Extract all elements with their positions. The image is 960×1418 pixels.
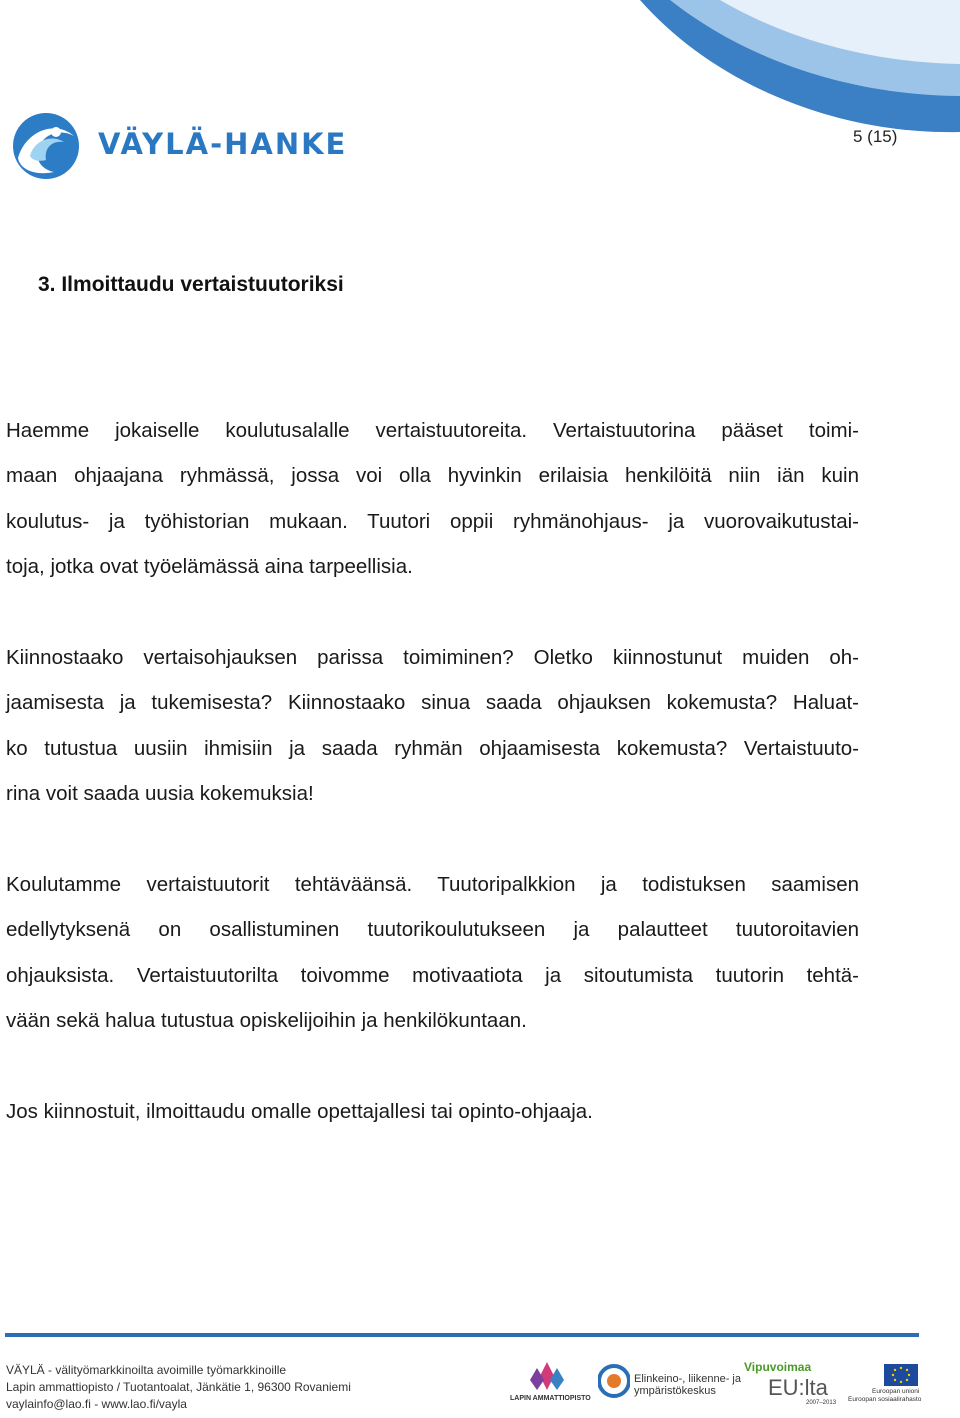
- paragraph-2: [6, 635, 859, 817]
- text-line: jaamisesta ja tukemisesta? Kiinnostaako sinua saada ohjauksen kokemusta? Haluat-: [6, 691, 859, 715]
- paragraph-3: [6, 862, 859, 1044]
- ely-label-1: Elinkeino-, liikenne- ja: [634, 1373, 741, 1385]
- eu-flag-icon: [884, 1364, 918, 1386]
- eu-label-1: Euroopan unioni: [872, 1388, 920, 1395]
- eu-label-2: Euroopan sosiaalirahasto: [848, 1396, 922, 1403]
- text-line: Koulutamme vertaistuutorit tehtäväänsä. Tuutoripalkkion ja todistuksen saamisen: [6, 873, 859, 896]
- text-line: Haemme jokaiselle koulutusalalle vertaistuutoreita. Vertaistuutorina pääset toimi-: [6, 419, 859, 442]
- footer-logos: [508, 1360, 928, 1410]
- ely-keskus-logo-icon: [598, 1364, 630, 1398]
- paragraph-4: [6, 1089, 859, 1134]
- eulta-label: EU:lta: [768, 1375, 828, 1400]
- footer-contact: [6, 1362, 351, 1413]
- text-line: maan ohjaajana ryhmässä, jossa voi olla hyvinkin erilaisia henkilöitä niin iän kuin: [6, 464, 859, 488]
- page-number: 5 (15): [853, 127, 898, 146]
- text-line: koulutus- ja työhistorian mukaan. Tuutori oppii ryhmänohjaus- ja vuorovaikutustai-: [6, 509, 859, 533]
- ely-label-2: ympäristökeskus: [634, 1385, 716, 1397]
- footer-contact-line[interactable]: vaylainfo@lao.fi - www.lao.fi/vayla: [6, 1397, 187, 1411]
- lapin-ammattiopisto-logo-icon: [512, 1360, 582, 1392]
- paragraph-1: [6, 408, 859, 590]
- corner-swoosh-decoration: [600, 0, 960, 150]
- footer-project-line: VÄYLÄ - välityömarkkinoilta avoimille työmarkkinoille: [6, 1363, 287, 1377]
- footer-divider: [5, 1333, 919, 1337]
- text-line: Jos kiinnostuit, ilmoittaudu omalle opettajallesi tai opinto-ohjaaja.: [6, 1100, 593, 1123]
- text-line: Kiinnostaako vertaisohjauksen parissa toimiminen? Oletko kiinnostunut muiden oh-: [6, 646, 859, 669]
- footer-address-line: Lapin ammattiopisto / Tuotantoalat, Jänkätie 1, 96300 Rovaniemi: [6, 1380, 351, 1394]
- eulta-years-label: 2007–2013: [806, 1400, 837, 1406]
- text-line: rina voit saada uusia kokemuksia!: [6, 782, 314, 806]
- lapin-logo-label: LAPIN AMMATTIOPISTO: [510, 1395, 591, 1402]
- wave-logo-icon: [13, 113, 79, 179]
- text-line: edellytyksenä on osallistuminen tuutorikoulutukseen ja palautteet tuutoroitavien: [6, 918, 859, 942]
- text-line: toja, jotka ovat työelämässä aina tarpeellisia.: [6, 555, 413, 579]
- text-line: ohjauksista. Vertaistuutorilta toivomme motivaatiota ja sitoutumista tuutorin tehtä-: [6, 963, 859, 987]
- logo-wordmark: VÄYLÄ-HANKE: [98, 127, 348, 161]
- text-line: vään sekä halua tutustua opiskelijoihin ja henkilökuntaan.: [6, 1009, 527, 1033]
- vipuvoimaa-label: Vipuvoimaa: [744, 1360, 812, 1374]
- section-heading: 3. Ilmoittaudu vertaistuutoriksi: [38, 273, 344, 296]
- text-line: ko tutustua uusiin ihmisiin ja saada ryhmän ohjaamisesta kokemusta? Vertaistuuto-: [6, 736, 859, 760]
